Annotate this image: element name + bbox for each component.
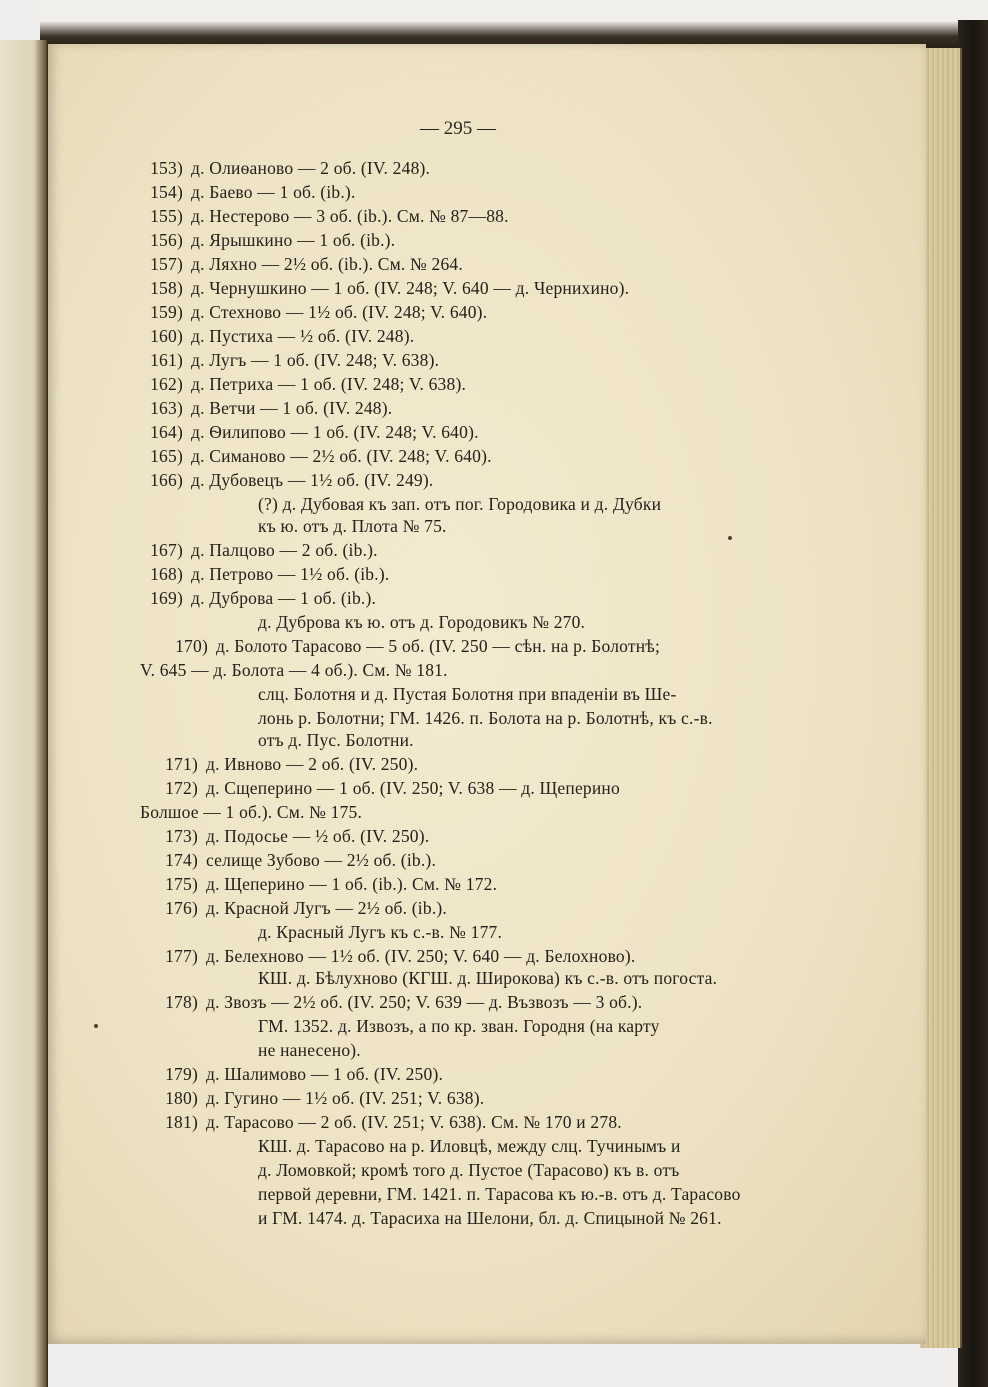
entry-line <box>135 326 414 347</box>
entry-text: селище Зубово — 2½ об. (ib.). <box>206 850 437 870</box>
continuation-line <box>258 968 717 989</box>
entry-text: КШ. д. Тарасово на р. Иловцѣ, между слц. Тучинымъ и <box>258 1136 681 1156</box>
entry-number: 161) <box>150 350 183 370</box>
entry-number: 167) <box>150 540 183 560</box>
continuation-line <box>258 516 447 537</box>
entry-number: 168) <box>150 564 183 584</box>
entry-text: д. Симаново — 2½ об. (IV. 248; V. 640). <box>191 446 492 466</box>
entry-text: слц. Болотня и д. Пустая Болотня при впаденіи въ Ше- <box>258 684 677 704</box>
entry-text: отъ д. Пус. Болотни. <box>258 730 414 750</box>
entry-text: къ ю. отъ д. Плота № 75. <box>258 516 447 536</box>
entry-line <box>150 1112 622 1133</box>
entry-text: д. Пустиха — ½ об. (IV. 248). <box>191 326 415 346</box>
entry-text: д. Ляхно — 2½ об. (ib.). См. № 264. <box>191 254 463 274</box>
entry-text: д. Болото Тарасово — 5 об. (IV. 250 — сѣн. на р. Болотнѣ; <box>216 636 661 656</box>
entry-line <box>150 826 429 847</box>
book-spine-right <box>958 20 988 1387</box>
entry-number: 160) <box>150 326 183 346</box>
entry-text: д. Тарасово — 2 об. (IV. 251; V. 638). См. № 170 и 278. <box>206 1112 622 1132</box>
entry-text: д. Шалимово — 1 об. (IV. 250). <box>206 1064 444 1084</box>
entry-number: 155) <box>150 206 183 226</box>
continuation-line <box>140 802 362 823</box>
entry-line <box>135 470 433 491</box>
entry-text: первой деревни, ГМ. 1421. п. Тарасова къ ю.-в. отъ д. Тарасово <box>258 1184 741 1204</box>
entry-text: д. Петриха — 1 об. (IV. 248; V. 638). <box>191 374 467 394</box>
entry-number: 156) <box>150 230 183 250</box>
continuation-line <box>258 730 414 751</box>
entry-line <box>135 398 392 419</box>
entry-text: (?) д. Дубовая къ зап. отъ пог. Городовика и д. Дубки <box>258 494 662 514</box>
continuation-line <box>258 1184 741 1205</box>
entry-text: д. Дубовецъ — 1½ об. (IV. 249). <box>191 470 434 490</box>
book-cover-left <box>0 40 48 1387</box>
entry-line <box>150 946 635 967</box>
entry-number: 171) <box>165 754 198 774</box>
entry-text: д. Ѳилипово — 1 об. (IV. 248; V. 640). <box>191 422 479 442</box>
entry-text: д. Ломовкой; кромѣ того д. Пустое (Тарасово) къ в. отъ <box>258 1160 680 1180</box>
entry-number: 172) <box>165 778 198 798</box>
ink-spot <box>94 1024 98 1028</box>
entry-line <box>135 374 466 395</box>
entry-number: 176) <box>165 898 198 918</box>
entry-text: д. Ивново — 2 об. (IV. 250). <box>206 754 419 774</box>
page-edges <box>920 48 962 1348</box>
entry-number: 175) <box>165 874 198 894</box>
entry-line <box>135 158 430 179</box>
entry-text: и ГМ. 1474. д. Тарасиха на Шелони, бл. д. Спицыной № 261. <box>258 1208 722 1228</box>
continuation-line <box>258 1160 679 1181</box>
entry-text: д. Белехново — 1½ об. (IV. 250; V. 640 — д. Белохново). <box>206 946 636 966</box>
entry-line <box>135 540 378 561</box>
entry-text: д. Ярышкино — 1 об. (ib.). <box>191 230 396 250</box>
entry-number: 179) <box>165 1064 198 1084</box>
entry-text: V. 645 — д. Болота — 4 об.). См. № 181. <box>140 660 448 680</box>
entry-text: д. Петрово — 1½ об. (ib.). <box>191 564 390 584</box>
entry-text: д. Ветчи — 1 об. (IV. 248). <box>191 398 393 418</box>
entry-text: д. Лугъ — 1 об. (IV. 248; V. 638). <box>191 350 440 370</box>
entry-line <box>150 1088 484 1109</box>
entry-text: д. Красной Лугъ — 2½ об. (ib.). <box>206 898 447 918</box>
entry-line <box>135 564 389 585</box>
entry-line <box>135 254 463 275</box>
entry-number: 181) <box>165 1112 198 1132</box>
entry-text: д. Нестерово — 3 об. (ib.). См. № 87—88. <box>191 206 509 226</box>
entry-text: д. Гугино — 1½ об. (IV. 251; V. 638). <box>206 1088 485 1108</box>
entry-line <box>150 778 620 799</box>
entry-line <box>135 182 356 203</box>
entry-number: 153) <box>150 158 183 178</box>
entry-text: КШ. д. Бѣлухново (КГШ. д. Широкова) къ с.-в. отъ погоста. <box>258 968 718 988</box>
entry-number: 163) <box>150 398 183 418</box>
entry-number: 170) <box>175 636 208 656</box>
entry-line <box>150 992 642 1013</box>
entry-line <box>150 754 418 775</box>
continuation-line <box>140 660 448 681</box>
continuation-line <box>258 1208 722 1229</box>
entry-line <box>135 206 509 227</box>
entry-text: д. Олиѳаново — 2 об. (IV. 248). <box>191 158 431 178</box>
entry-number: 159) <box>150 302 183 322</box>
entry-line <box>135 302 487 323</box>
entry-number: 165) <box>150 446 183 466</box>
entry-number: 166) <box>150 470 183 490</box>
entry-number: 173) <box>165 826 198 846</box>
entry-number: 174) <box>165 850 198 870</box>
entry-line <box>135 350 439 371</box>
entry-line <box>150 850 436 871</box>
entry-line <box>150 898 447 919</box>
entry-number: 169) <box>150 588 183 608</box>
entry-line <box>160 636 660 657</box>
continuation-line <box>258 1040 361 1061</box>
entry-text: д. Палцово — 2 об. (ib.). <box>191 540 378 560</box>
entry-number: 177) <box>165 946 198 966</box>
continuation-line <box>258 922 502 943</box>
entry-text: лонь р. Болотни; ГМ. 1426. п. Болота на р. Болотнѣ, къ с.-в. <box>258 708 713 728</box>
entry-text: д. Сщеперино — 1 об. (IV. 250; V. 638 — д. Щеперино <box>206 778 620 798</box>
entry-text: ГМ. 1352. д. Извозъ, а по кр. зван. Городня (на карту <box>258 1016 660 1036</box>
entry-number: 180) <box>165 1088 198 1108</box>
entry-line <box>135 278 629 299</box>
ink-spot <box>728 536 732 540</box>
entry-number: 154) <box>150 182 183 202</box>
entry-text: д. Стехново — 1½ об. (IV. 248; V. 640). <box>191 302 488 322</box>
entry-text: д. Красный Лугъ къ с.-в. № 177. <box>258 922 503 942</box>
entry-line <box>150 874 497 895</box>
entry-text: д. Подосье — ½ об. (IV. 250). <box>206 826 430 846</box>
entry-number: 158) <box>150 278 183 298</box>
continuation-line <box>258 684 677 705</box>
entry-line <box>135 446 492 467</box>
entry-text: Болшое — 1 об.). См. № 175. <box>140 802 363 822</box>
entry-number: 164) <box>150 422 183 442</box>
entry-text: д. Дуброва — 1 об. (ib.). <box>191 588 377 608</box>
continuation-line <box>258 708 713 729</box>
continuation-line <box>258 1016 660 1037</box>
continuation-line <box>258 612 585 633</box>
entry-number: 157) <box>150 254 183 274</box>
entry-line <box>135 230 395 251</box>
entry-text: д. Щеперино — 1 об. (ib.). См. № 172. <box>206 874 498 894</box>
entry-line <box>135 588 376 609</box>
continuation-line <box>258 494 661 515</box>
entry-text: д. Баево — 1 об. (ib.). <box>191 182 356 202</box>
page-number: — 295 — <box>420 118 496 139</box>
entry-number: 178) <box>165 992 198 1012</box>
entry-text: д. Чернушкино — 1 об. (IV. 248; V. 640 — д. Чернихино). <box>191 278 630 298</box>
entry-text: не нанесено). <box>258 1040 361 1060</box>
entry-number: 162) <box>150 374 183 394</box>
entry-line <box>135 422 479 443</box>
entry-text: д. Дуброва къ ю. отъ д. Городовикъ № 270. <box>258 612 586 632</box>
continuation-line <box>258 1136 681 1157</box>
entry-line <box>150 1064 443 1085</box>
entry-text: д. Звозъ — 2½ об. (IV. 250; V. 639 — д. Възвозъ — 3 об.). <box>206 992 643 1012</box>
